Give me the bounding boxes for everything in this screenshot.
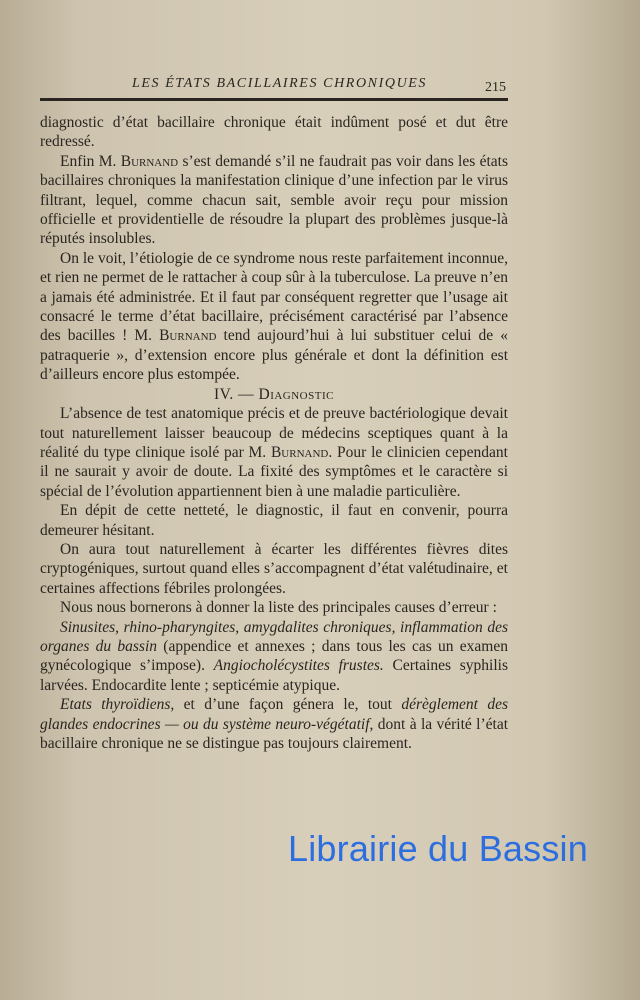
paragraph: On le voit, l’étiologie de ce syndrome nous reste parfaitement inconnue, et rien ne permet de le rattacher à coup sûr à la tuberculose. La preuve n’en a jamais été administrée. Et il faut par conséquent regretter que l’usage ait consacré le terme d’état bacillaire, précisément caractérisé par l’absence des bacilles ! M. Burnand tend aujourd’hui à lui substituer celui de « patraquerie », d’extension encore plus générale et dont la définition est d’ailleurs encore plus estompée.	[40, 249, 508, 384]
paragraph: En dépit de cette netteté, le diagnostic, il faut en convenir, pourra demeurer hésitant.	[40, 502, 508, 539]
watermark: Librairie du Bassin	[288, 828, 588, 869]
body-text	[40, 113, 508, 753]
author-name: Burnand	[120, 152, 179, 170]
paragraph: Enfin M. Burnand s’est demandé s’il ne faudrait pas voir dans les états bacillaires chroniques la manifestation clinique d’une infection par le virus filtrant, lequel, comme chacun sait, semble avoir reçu pour mission officielle et providentielle de résoudre la plupart des problèmes jusque-là réputés insolubles.	[40, 152, 508, 248]
paragraph: Etats thyroïdiens, et d’une façon génera le, tout dérèglement des glandes endocrines — ou du système neuro-végétatif, dont à la vérité l’état bacillaire chronique ne se distingue pas toujours clairement.	[40, 696, 509, 752]
paragraph: diagnostic d’état bacillaire chronique était indûment posé et dut être redressé.	[40, 114, 508, 151]
page-header	[40, 76, 508, 101]
author-name: Burnand	[159, 327, 217, 345]
author-name: Burnand	[270, 443, 329, 461]
paragraph: On aura tout naturellement à écarter les différentes fièvres dites cryptogéniques, surtout quand elles s’accompagnent d’état valétudinaire, et certaines affections fébriles prolongées.	[40, 540, 508, 597]
paragraph: Sinusites, rhino-pharyngites, amygdalites chroniques, inflammation des organes du bassin (appendice et annexes ; dans tous les cas un examen gynécologique s’impose). Angiocholécystites frustes. Certaines syphilis larvées. Endocardite lente ; septicémie atypique.	[40, 618, 508, 694]
running-title: LES ÉTATS BACILLAIRES CHRONIQUES	[132, 76, 428, 91]
paragraph: L’absence de test anatomique précis et de preuve bactériologique devait tout naturellement laisser beaucoup de médecins sceptiques quant à la réalité du type clinique isolé par M. Burnand. Pour le clinicien cependant il ne saurait y avoir de doute. La fixité des symptômes et le caractère si spécial de l’évolution appartiennent bien à une maladie particulière.	[40, 405, 508, 500]
section-heading: IV. — Diagnostic	[214, 385, 334, 403]
paragraph: Nous nous bornerons à donner la liste des principales causes d’erreur :	[60, 599, 497, 617]
page-number: 215	[485, 80, 506, 95]
